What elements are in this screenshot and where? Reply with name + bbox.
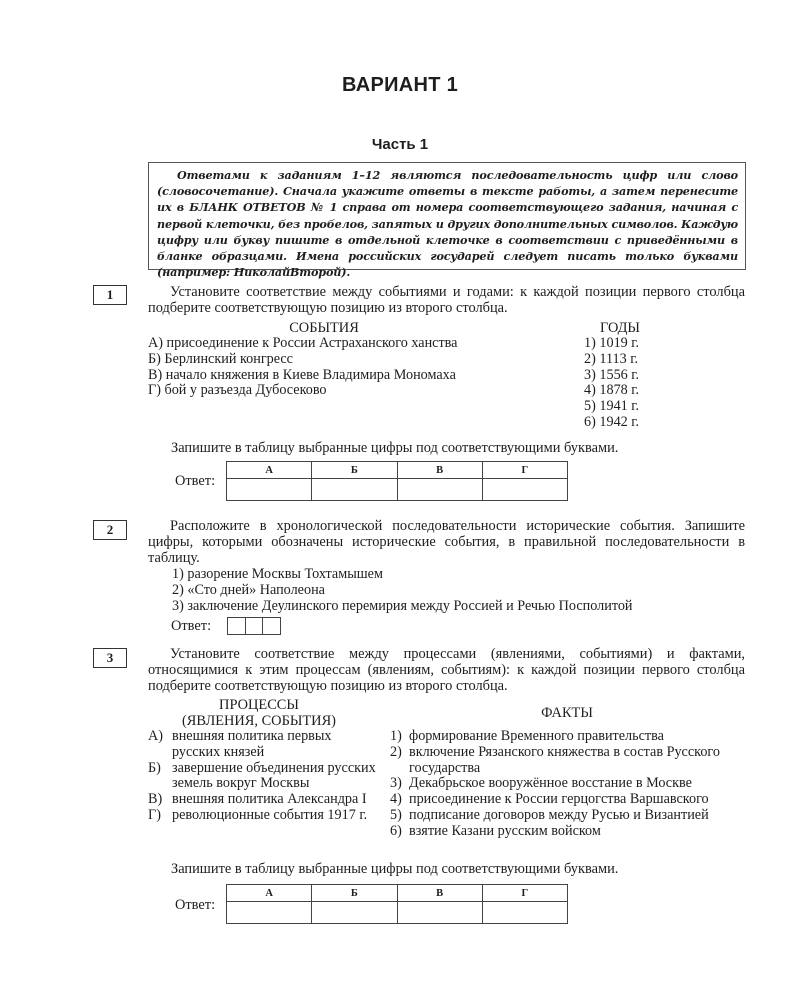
task-3-prompt	[148, 646, 745, 694]
task-1-answer-table	[226, 461, 568, 501]
list-item: Б) завершение объединения русских земель вокруг Москвы	[148, 759, 376, 792]
list-item: 6) 1942 г.	[584, 413, 640, 430]
list-item: 4) 1878 г.	[584, 382, 640, 399]
task-1-years-list	[584, 336, 664, 431]
answer-column-b: Б	[312, 462, 397, 479]
task-3-left-header	[148, 697, 370, 729]
task-3-left-header-line2: (ЯВЛЕНИЯ, СОБЫТИЯ)	[182, 713, 336, 729]
answer-cell-a[interactable]	[227, 902, 312, 924]
list-item: 2) «Сто дней» Наполеона	[172, 581, 325, 598]
task-2-answer-cells	[227, 617, 281, 635]
list-item: Г) революционные события 1917 г.	[148, 806, 368, 823]
task-3-prompt-text: Установите соответствие между процессами (явлениями, событиями) и фактами, относящимися к этим процессам (явлениям, событиям): к каждой позиции первого столбца подберите соответствующую позицию из второго столбца.	[148, 646, 745, 694]
task-3-facts-list	[390, 729, 746, 840]
task-2-prompt-text: Расположите в хронологической последовательности исторические события. Запишите цифры, которыми обозначены исторические события, в правильной последовательности в таблицу.	[148, 518, 745, 566]
task-3-left-header-line1: ПРОЦЕССЫ	[219, 697, 299, 713]
task-1-events-list	[148, 336, 568, 399]
task-number-2: 2	[93, 520, 127, 540]
task-3-table-instruction: Запишите в таблицу выбранные цифры под соответствующими буквами.	[171, 861, 619, 877]
list-item: 1) 1019 г.	[584, 335, 640, 351]
task-3-right-header: ФАКТЫ	[541, 705, 593, 721]
list-item: 5) подписание договоров между Русью и Византией	[390, 806, 709, 823]
list-item: Б) Берлинский конгресс	[148, 350, 293, 367]
answer-column-v: В	[397, 885, 482, 902]
list-item: 3) заключение Деулинского перемирия между Россией и Речью Посполитой	[172, 597, 633, 614]
instructions-text: Ответами к заданиям 1–12 являются последовательность цифр или слово (словосочетание). Сначала укажите ответы в тексте работы, а затем перенесите их в БЛАНК ОТВЕТОВ № 1 справа от номера соответствующего задания, начиная с первой клеточки, без пробелов, запятых и других дополнительных символов. Каждую цифру или букву пишите в отдельной клеточке в соответствии с приведёнными в бланке образцами. Имена российских государей следует писать только буквами (например: НиколайВторой).	[157, 168, 738, 280]
task-number-1: 1	[93, 285, 127, 305]
task-1-prompt-text: Установите соответствие между событиями и годами: к каждой позиции первого столбца подберите соответствующую позицию из второго столбца.	[148, 284, 745, 316]
answer-cell-v[interactable]	[397, 902, 482, 924]
answer-column-g: Г	[482, 462, 567, 479]
task-3-answer-label: Ответ:	[175, 897, 216, 913]
answer-cell-v[interactable]	[397, 479, 482, 501]
task-1-table-instruction: Запишите в таблицу выбранные цифры под соответствующими буквами.	[171, 440, 619, 456]
list-item: 6) взятие Казани русским войском	[390, 822, 601, 839]
answer-cell-b[interactable]	[312, 902, 397, 924]
task-1-right-header: ГОДЫ	[599, 320, 640, 336]
answer-cell-g[interactable]	[482, 479, 567, 501]
list-item: 5) 1941 г.	[584, 398, 640, 415]
answer-column-a: А	[227, 462, 312, 479]
answer-column-b: Б	[312, 885, 397, 902]
task-1-prompt	[148, 284, 745, 316]
list-item: В) внешняя политика Александра I	[148, 791, 367, 808]
answer-column-v: В	[397, 462, 482, 479]
task-2-answer-label: Ответ:	[171, 618, 212, 634]
part-title: Часть 1	[371, 136, 429, 153]
task-2-items-list	[172, 567, 752, 614]
answer-cell-b[interactable]	[312, 479, 397, 501]
task-1-answer-label: Ответ:	[175, 473, 216, 489]
answer-cell-2[interactable]	[245, 617, 264, 635]
answer-column-a: А	[227, 885, 312, 902]
list-item: 2) 1113 г.	[584, 350, 639, 367]
answer-cell-a[interactable]	[227, 479, 312, 501]
list-item: 4) присоединение к России герцогства Варшавского	[390, 791, 709, 808]
task-3-answer-table	[226, 884, 568, 924]
list-item: 1) формирование Временного правительства	[390, 728, 664, 744]
task-3-processes-list	[148, 729, 378, 824]
list-item: В) начало княжения в Киеве Владимира Мономаха	[148, 366, 456, 383]
answer-column-g: Г	[482, 885, 567, 902]
variant-title: ВАРИАНТ 1	[341, 74, 459, 96]
task-number-3: 3	[93, 648, 127, 668]
answer-cell-3[interactable]	[262, 617, 281, 635]
list-item: 1) разорение Москвы Тохтамышем	[172, 566, 383, 582]
task-2-prompt	[148, 518, 745, 566]
answer-cell-g[interactable]	[482, 902, 567, 924]
list-item: 2) включение Рязанского княжества в состав Русского государства	[390, 743, 720, 776]
list-item: 3) Декабрьское вооружённое восстание в Москве	[390, 775, 692, 792]
list-item: А) внешняя политика первых русских князей	[148, 728, 332, 760]
list-item: 3) 1556 г.	[584, 366, 640, 383]
list-item: Г) бой у разъезда Дубосеково	[148, 382, 327, 399]
answer-cell-1[interactable]	[227, 617, 246, 635]
task-1-left-header: СОБЫТИЯ	[289, 320, 359, 336]
list-item: А) присоединение к России Астраханского ханства	[148, 335, 458, 351]
instructions-box	[148, 162, 746, 280]
